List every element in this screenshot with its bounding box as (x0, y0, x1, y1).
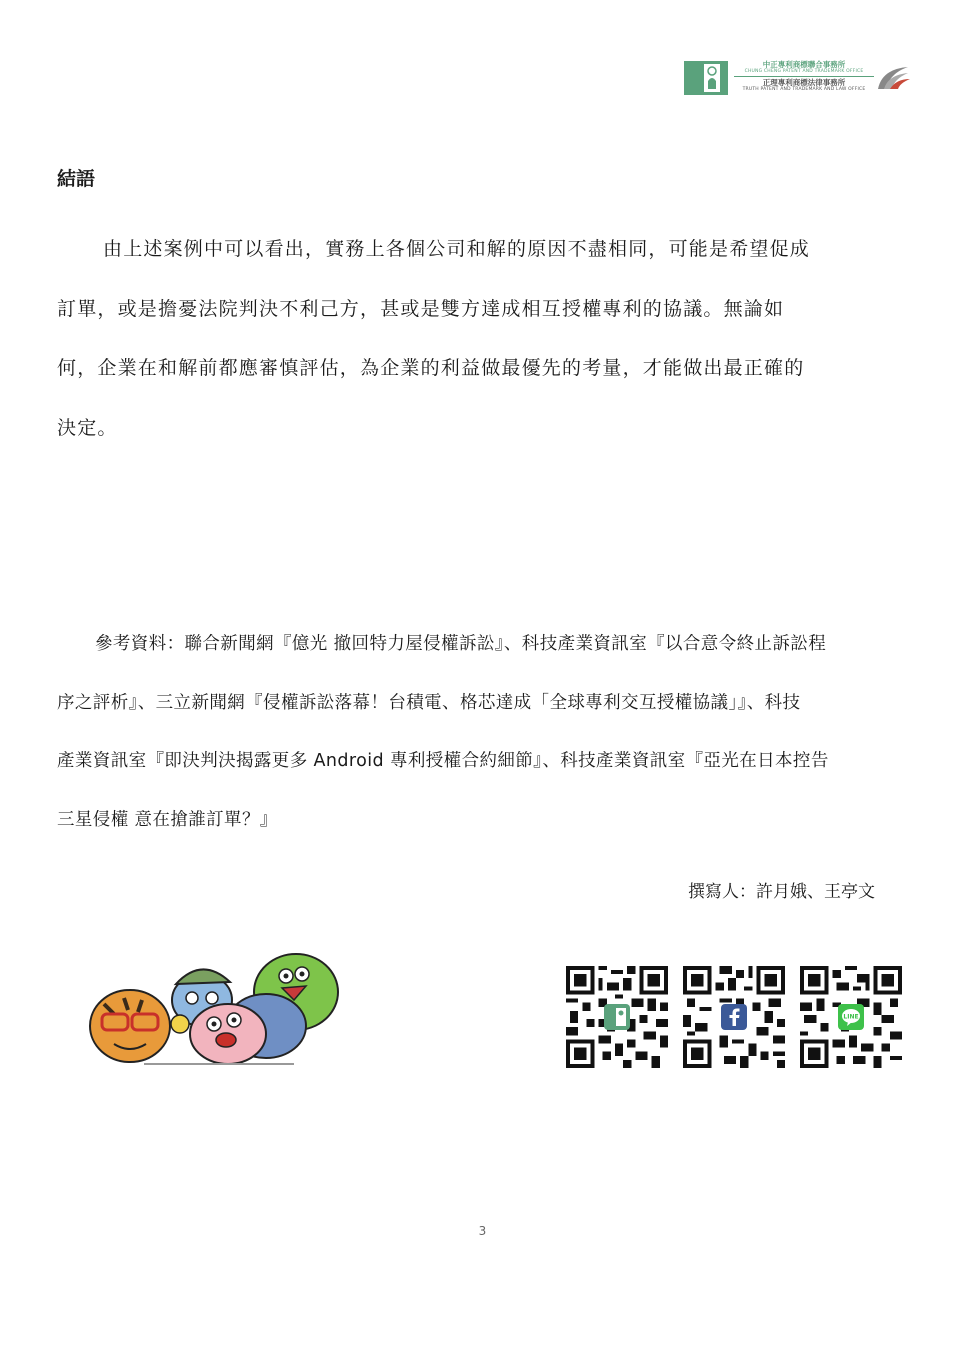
office-emblem-icon (684, 61, 728, 95)
mascot-characters-illustration (84, 944, 340, 1070)
svg-text:LINE: LINE (843, 1013, 859, 1021)
office-logo-icon (604, 1004, 630, 1030)
logo-name-zh-1: 中正專利商標聯合事務所 (762, 60, 846, 69)
paragraph-line: 決定。 (57, 416, 118, 439)
conclusion-paragraph (57, 227, 907, 465)
logo-name-en-1: CHUNG CHENG PATENT AND TRADEMARK OFFICE (744, 69, 864, 74)
page-number: 3 (478, 1224, 487, 1238)
logo-name-zh-2: 正理專利商標法律事務所 (762, 78, 846, 87)
paragraph-line: 由上述案例中可以看出，實務上各個公司和解的原因不盡相同，可能是希望促成 (103, 238, 811, 260)
qr-code-facebook[interactable] (683, 966, 785, 1068)
office-logo (684, 60, 912, 96)
reference-line: 序之評析』、三立新聞網『侵權訴訟落幕！台積電、格芯達成「全球專利交互授權協議」』、科技 (57, 692, 801, 713)
references-paragraph (57, 624, 917, 858)
paragraph-line: 訂單，或是擔憂法院判決不利己方，甚或是雙方達成相互授權專利的協議。無論如 (57, 297, 785, 320)
paragraph-line: 何，企業在和解前都應審慎評估，為企業的利益做最優先的考量，才能做出最正確的 (57, 357, 805, 379)
logo-name-en-2: TRUTH PATENT AND TRADEMARK AND LAW OFFICE (742, 87, 866, 92)
swoosh-emblem-icon (874, 63, 912, 93)
qr-code-line[interactable] (800, 966, 902, 1068)
author-credit: 撰寫人：許月娥、王亭文 (688, 882, 875, 902)
line-icon (838, 1004, 864, 1030)
reference-line: 三星侵權 意在搶誰訂單？』 (57, 809, 278, 830)
reference-line: 參考資料：聯合新聞網『億光 撤回特力屋侵權訴訟』、科技產業資訊室『以合意令終止訴訟程 (95, 634, 827, 654)
qr-code-office[interactable] (566, 966, 668, 1068)
facebook-icon (721, 1004, 747, 1030)
reference-line: 產業資訊室『即決判決揭露更多 Android 專利授權合約細節』、科技產業資訊室『亞光在日本控告 (57, 751, 829, 771)
section-heading: 結語 (57, 168, 96, 190)
